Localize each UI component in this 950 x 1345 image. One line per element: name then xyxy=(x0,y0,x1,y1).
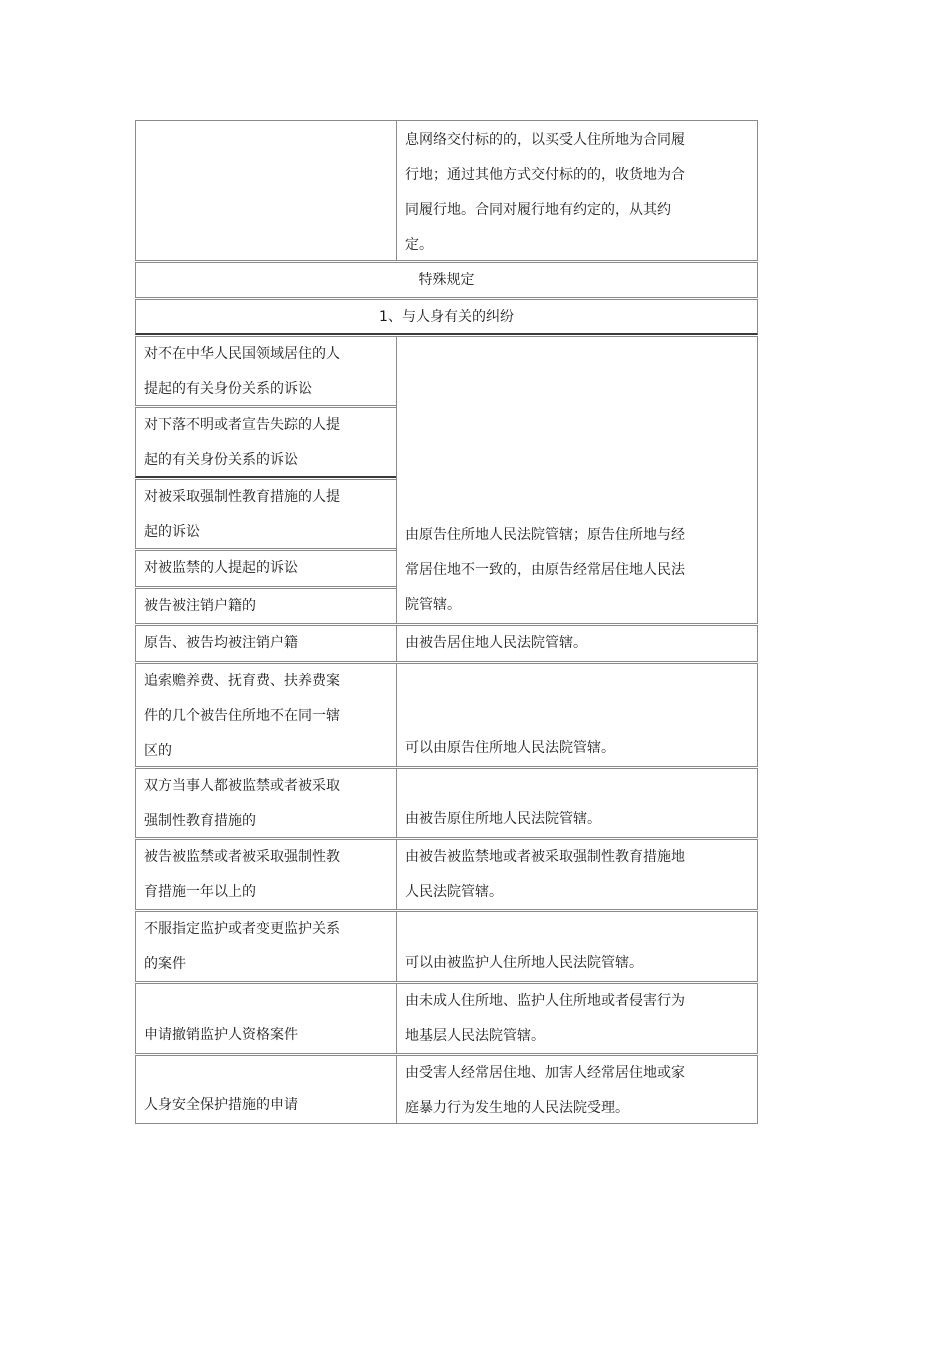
text-line: 定。 xyxy=(405,237,433,253)
group-left-cell-5 xyxy=(135,588,397,624)
text-line: 由被告原住所地人民法院管辖。 xyxy=(405,811,601,827)
top-row-left-cell xyxy=(135,120,397,261)
subsection-heading-text: 1、与人身有关的纠纷 xyxy=(379,309,514,325)
group-left-cell-3 xyxy=(135,479,397,549)
group-right-cell xyxy=(396,336,758,624)
group-left-cell-1 xyxy=(135,336,397,406)
text-line: 被告被注销户籍的 xyxy=(144,598,256,614)
text-line: 件的几个被告住所地不在同一辖 xyxy=(144,708,340,724)
text-line: 起的诉讼 xyxy=(144,524,200,540)
subsection-heading xyxy=(135,299,758,335)
row-4-right-cell xyxy=(396,839,758,910)
row-5-left-cell xyxy=(135,911,397,982)
section-heading xyxy=(135,262,758,298)
text-line: 提起的有关身份关系的诉讼 xyxy=(144,381,312,397)
text-line: 行地；通过其他方式交付标的的，收货地为合 xyxy=(405,167,685,183)
text-line: 人民法院管辖。 xyxy=(405,884,503,900)
text-line: 庭暴力行为发生地的人民法院受理。 xyxy=(405,1100,629,1116)
text-line: 追索赡养费、抚育费、扶养费案 xyxy=(144,673,340,689)
text-line: 由被告居住地人民法院管辖。 xyxy=(405,635,587,651)
row-1-right-cell xyxy=(396,625,758,662)
text-line: 申请撤销监护人资格案件 xyxy=(144,1027,298,1043)
row-1-left-cell xyxy=(135,625,397,662)
text-line: 的案件 xyxy=(144,956,186,972)
text-line: 起的有关身份关系的诉讼 xyxy=(144,452,298,468)
row-6-left-cell xyxy=(135,983,397,1054)
text-line: 可以由被监护人住所地人民法院管辖。 xyxy=(405,955,643,971)
text-line: 人身安全保护措施的申请 xyxy=(144,1097,298,1113)
text-line: 地基层人民法院管辖。 xyxy=(405,1028,545,1044)
group-left-cell-2 xyxy=(135,407,397,478)
text-line: 对不在中华人民国领域居住的人 xyxy=(144,346,340,362)
row-6-right-cell xyxy=(396,983,758,1054)
row-7-right-cell xyxy=(396,1055,758,1124)
text-line: 双方当事人都被监禁或者被采取 xyxy=(144,778,340,794)
text-line: 息网络交付标的的，以买受人住所地为合同履 xyxy=(405,132,685,148)
text-line: 对被采取强制性教育措施的人提 xyxy=(144,489,340,505)
row-2-left-cell xyxy=(135,663,397,767)
text-line: 对被监禁的人提起的诉讼 xyxy=(144,560,298,576)
text-line: 育措施一年以上的 xyxy=(144,884,256,900)
row-5-right-cell xyxy=(396,911,758,982)
row-3-right-cell xyxy=(396,768,758,838)
text-line: 被告被监禁或者被采取强制性教 xyxy=(144,849,340,865)
text-line: 原告、被告均被注销户籍 xyxy=(144,635,298,651)
text-line: 由原告住所地人民法院管辖；原告住所地与经 xyxy=(405,527,685,543)
text-line: 强制性教育措施的 xyxy=(144,813,256,829)
row-7-left-cell xyxy=(135,1055,397,1124)
top-row-right-cell xyxy=(396,120,758,261)
group-left-cell-4 xyxy=(135,550,397,587)
row-4-left-cell xyxy=(135,839,397,910)
text-line: 由未成人住所地、监护人住所地或者侵害行为 xyxy=(405,993,685,1009)
text-line: 由受害人经常居住地、加害人经常居住地或家 xyxy=(405,1065,685,1081)
text-line: 常居住地不一致的，由原告经常居住地人民法 xyxy=(405,562,685,578)
text-line: 可以由原告住所地人民法院管辖。 xyxy=(405,740,615,756)
text-line: 区的 xyxy=(144,743,172,759)
text-line: 不服指定监护或者变更监护关系 xyxy=(144,921,340,937)
text-line: 同履行地。合同对履行地有约定的，从其约 xyxy=(405,202,671,218)
text-line: 由被告被监禁地或者被采取强制性教育措施地 xyxy=(405,849,685,865)
row-2-right-cell xyxy=(396,663,758,767)
row-3-left-cell xyxy=(135,768,397,838)
section-heading-text: 特殊规定 xyxy=(418,272,475,288)
text-line: 对下落不明或者宣告失踪的人提 xyxy=(144,417,340,433)
text-line: 院管辖。 xyxy=(405,597,461,613)
